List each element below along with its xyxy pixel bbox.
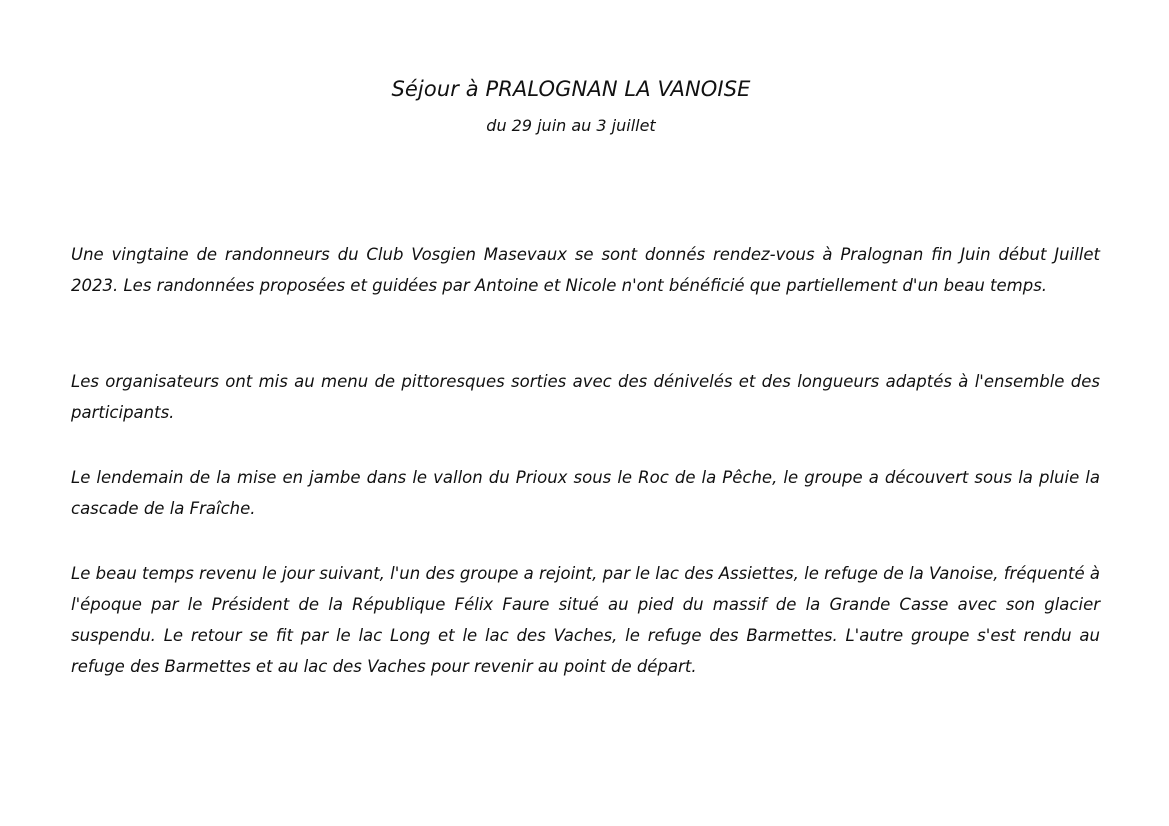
paragraph-refuge: Le beau temps revenu le jour suivant, l'un des groupe a rejoint, par le lac des Assiettes, le refuge de la Vanoise, fréquenté à l'époque par le Président de la République Félix Faure situé au pied du massif de la Grande Casse avec son glacier suspendu. Le retour se fit par le lac Long et le lac des Vaches, le refuge des Barmettes. L'autre groupe s'est rendu au refuge des Barmettes et au lac des Vaches pour revenir au point de départ. xyxy=(71,564,1100,676)
page-title: Séjour à PRALOGNAN LA VANOISE xyxy=(391,77,751,101)
paragraph-cascade: Le lendemain de la mise en jambe dans le vallon du Prioux sous le Roc de la Pêche, le groupe a découvert sous la pluie la cascade de la Fraîche. xyxy=(71,468,1100,518)
page-subtitle: du 29 juin au 3 juillet xyxy=(486,116,656,135)
paragraph-intro: Une vingtaine de randonneurs du Club Vosgien Masevaux se sont donnés rendez-vous à Pralognan fin Juin début Juillet 2023. Les randonnées proposées et guidées par Antoine et Nicole n'ont bénéficié que partiellement d'un beau temps. xyxy=(71,245,1100,295)
paragraph-organisers: Les organisateurs ont mis au menu de pittoresques sorties avec des dénivelés et des longueurs adaptés à l'ensemble des participants. xyxy=(71,372,1100,422)
